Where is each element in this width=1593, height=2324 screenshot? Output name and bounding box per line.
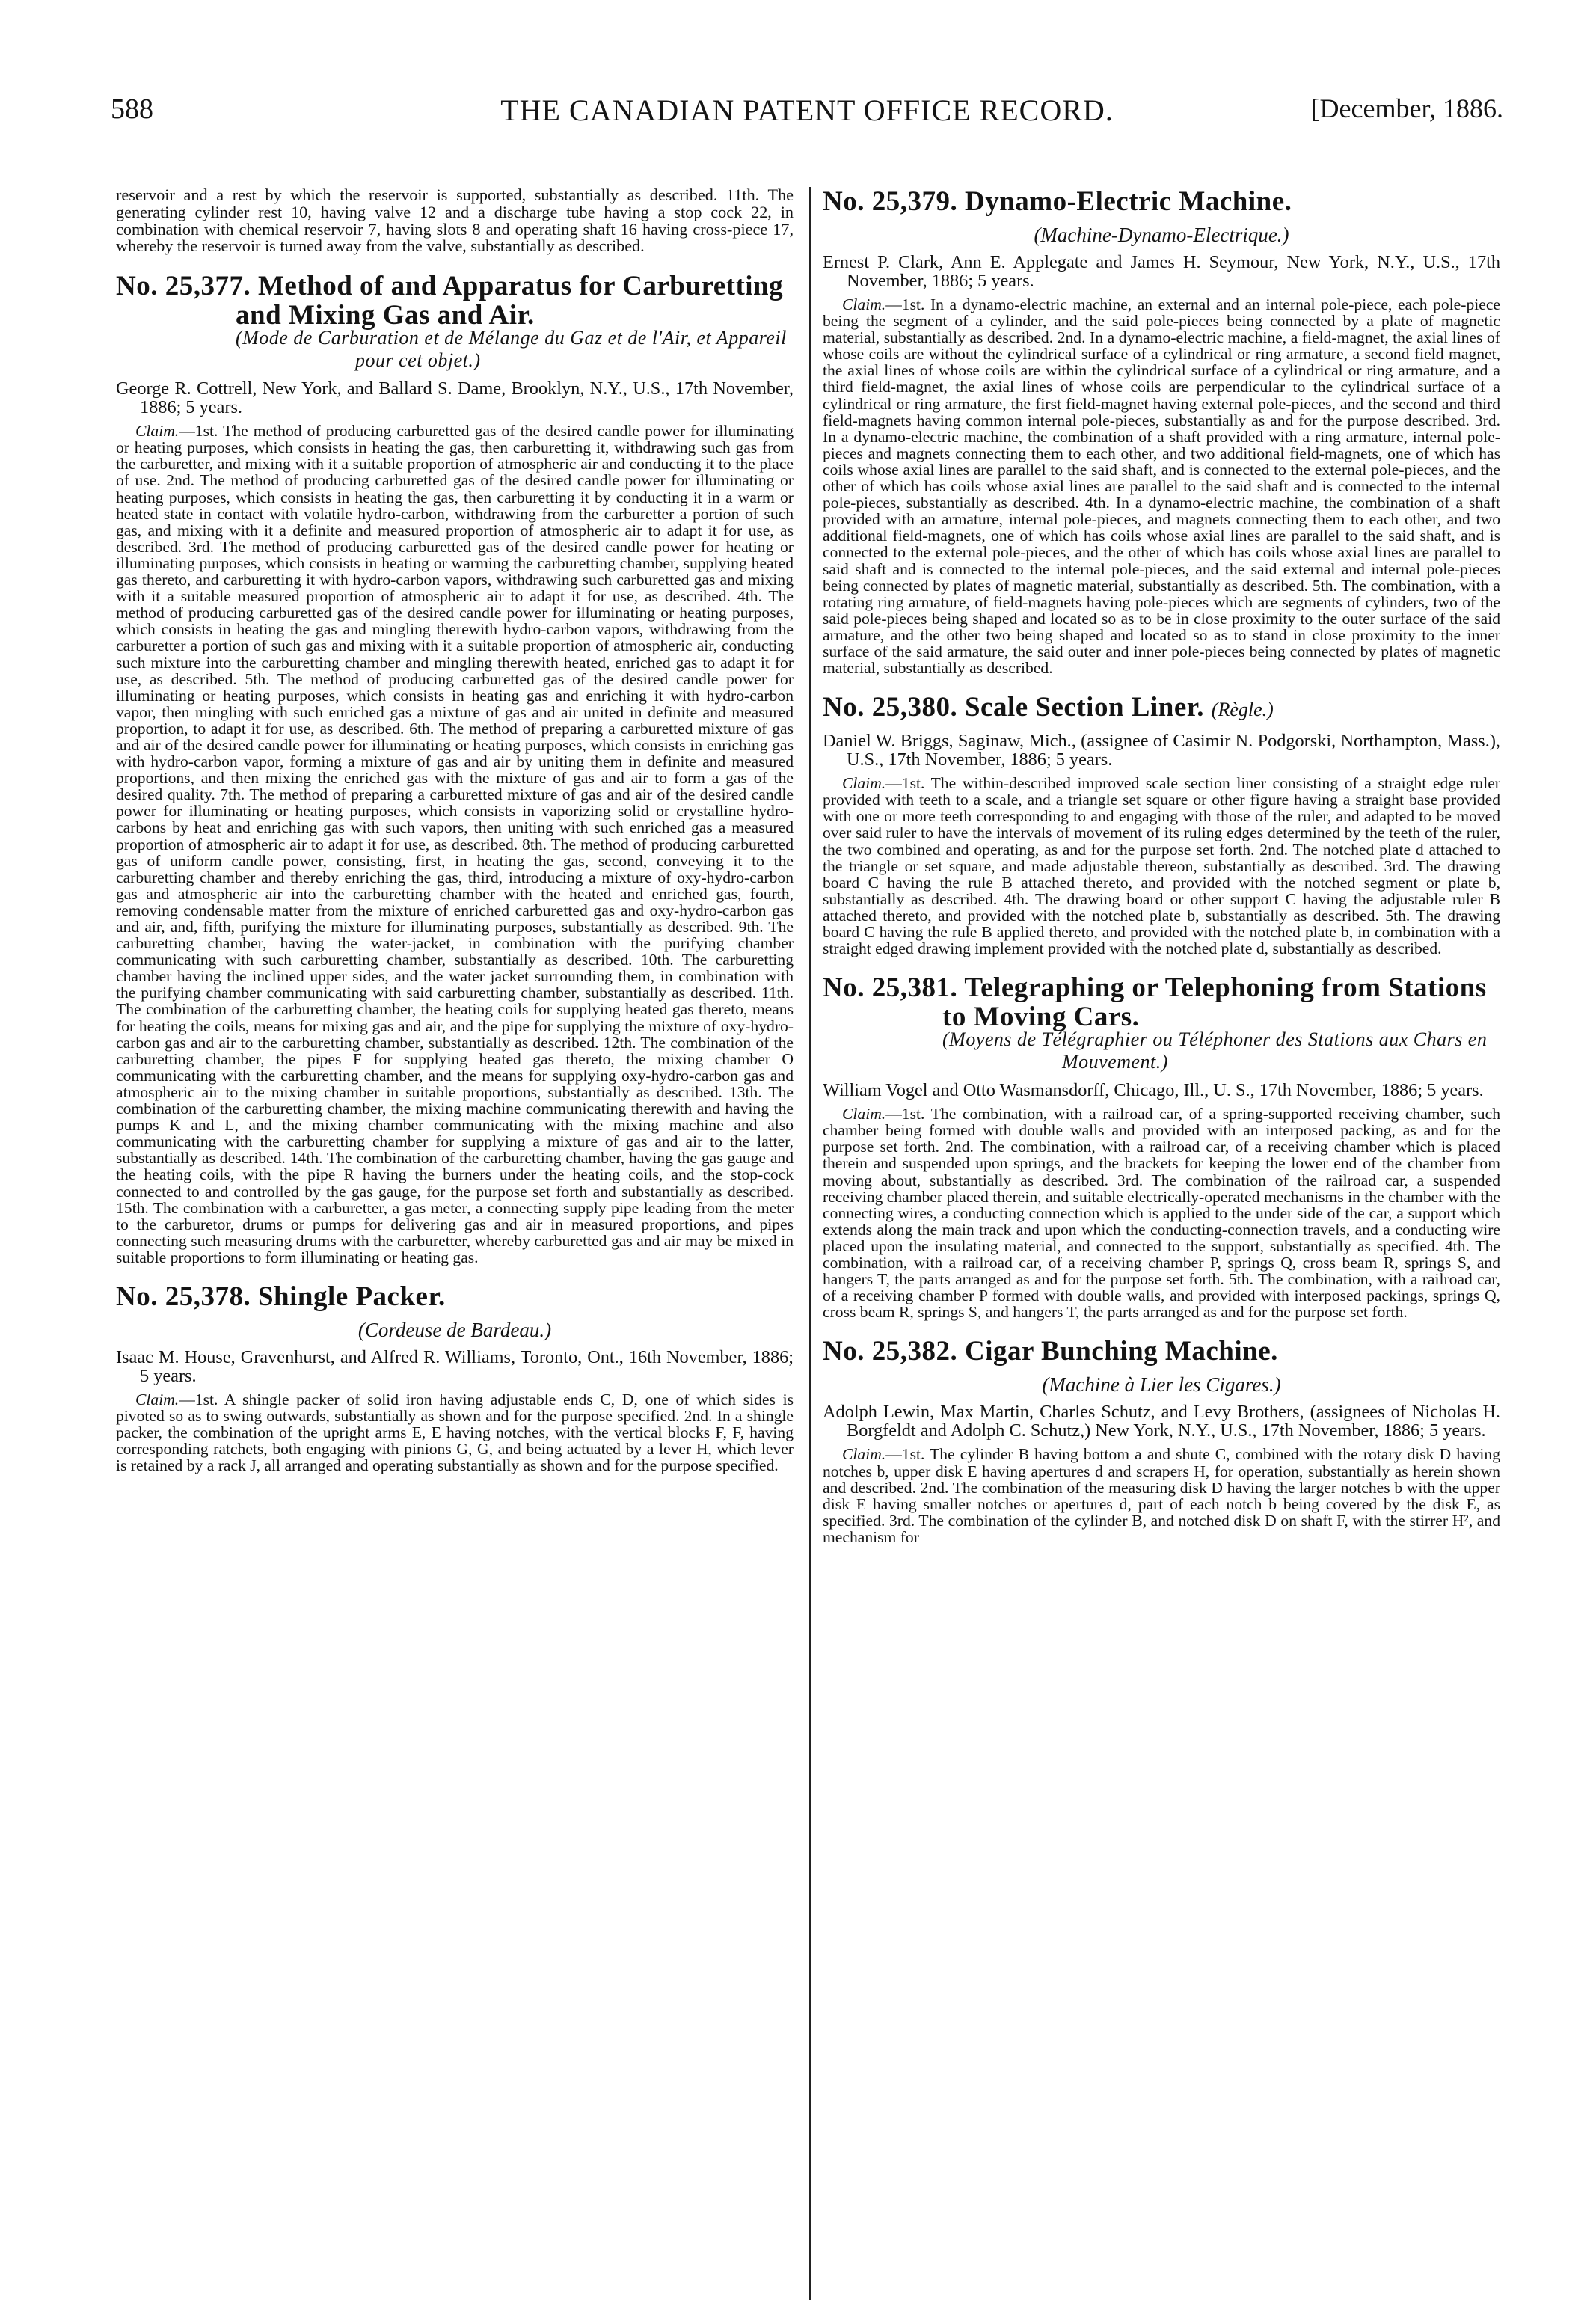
patent-french-title: (Mode de Carburation et de Mélange du Gaz et de l'Air, et Appareil pour cet objet.) (236, 327, 787, 372)
patent-title: Scale Section Liner. (964, 692, 1205, 723)
patent-number: No. 25,380. (823, 692, 958, 723)
patent-inventors: Isaac M. House, Gravenhurst, and Alfred R. Williams, Toronto, Ont., 16th November, 1886; 5 years. (116, 1346, 794, 1386)
patent-french-title: (Règle.) (1211, 699, 1274, 721)
issue-date: [December, 1886. (1310, 93, 1503, 123)
claim-text: —1st. The method of producing carburetted gas of the desired candle power for illuminating or heating purposes, which consists in heating the gas, then carburetting it, withdrawing such gas from the carburetter, and mixing with it a suitable proportion of atmospheric air and conducting it to the place of use. 2nd. The method of producing carburetted gas of the desired candle power for illuminating or heating purposes, which consists in heating the gas, then carburetting it by conducting it in a warm or heated state in contact with volatile hydro-carbon, withdrawing from the carburetter a portion of such gas, and mixing with it a definite and measured proportion of atmospheric air to adapt it for use, as described. 3rd. The method of producing carburetted gas of the desired candle power for heating or illuminating purposes, which consists in heating or warming the carburetting chamber, supplying heated gas thereto, and carburetting it with hydro-carbon vapors, withdrawing such carburetted gas and mixing with it a suitable measured proportion of atmospheric air to adapt it for use, as described. 4th. The method of producing carburetted gas of the desired candle power for illuminating or heating purposes, which consists in heating the gas and mingling therewith hydro-carbon vapors, withdrawing from the carburetter a portion of such gas and mixing with it a suitable proportion of atmospheric air, conducting such mixture into the carburetting chamber and mingling therewith heated, enriched gas to adapt it for use, as described. 5th. The method of producing carburetted gas of the desired candle power for illuminating or heating purposes, which consists in heating gas and enriching it with hydro-carbon vapor, then mingling with such enriched gas a mixture of gas and air united in definite and measured proportion, to adapt it for use, as described. 6th. The method of preparing a carburetted mixture of gas and air of the desired candle power for illuminating or heating purposes, which consists in enriching gas with hydro-carbon vapor, forming a mixture of gas and air by uniting them in definite and measured proportions, and then mixing the enriched gas with the mixture of gas and air to form a gas of the desired quality. 7th. The method of preparing a carburetted mixture of gas and air of the desired candle power for illuminating or heating purposes, which consists in vaporizing solid or crystalline hydro-carbons by heat and enriching gas with such vapors, then uniting with such enriched gas a measured proportion of atmospheric air to adapt it for use, as described. 8th. The method of producing carburetted gas of uniform candle power, consisting, first, in heating the gas, second, conveying it to the carburetting chamber and thereby enriching the gas, third, introducing a mixture of oxy-hydro-carbon gas and atmospheric air into the carburetting chamber with the heated and enriched gas, fourth, removing condensable matter from the mixture of enriched carburetted gas and oxy-hydro-carbon gas and air, and, fifth, purifying the mixture for illuminating purposes, substantially as described. 9th. The carburetting chamber, having the water-jacket, in combination with the purifying chamber communicating with such carburetting chamber, substantially as described. 10th. The carburetting chamber having the inclined upper sides, and the water jacket surrounding them, in combination with the purifying chamber communicating with said carburetting chamber, substantially as described. 11th. The combination of the carburetting chamber, the heating coils for supplying heated gas thereto, means for heating the coils, means for mixing gas and air, and the pipe for supplying the mixture of oxy-hydro-carbon gas and air to the carburetting chamber, substantially as described. 12th. The combination of the carburetting chamber, the pipes F for supplying heated gas thereto, the mixing chamber O communicating with the carburetting chamber, and the means for supplying oxy-hydro-carbon gas and atmospheric air to the mixing chamber in suitable proportions, substantially as described. 13th. The combination of the carburetting chamber, the mixing machine communicating therewith and having the pumps K and L, and the mixing chamber communicating with the mixing machine and also communicating with the carburetting chamber for supplying a mixture of gas and air to the latter, substantially as described. 14th. The combination of the carburetting chamber, having the gas gauge and the heating coils, with the pipe R having the burners under the heating coils, and the stop-cock connected to and controlled by the gas gauge, for the purpose set forth and substantially as described. 15th. The combination with a carburetter, a gas meter, a connecting supply pipe leading from the meter to the carburetor, drums or pumps for delivering gas and air in measured proportions, and pipes connecting such measuring drums with the carburetter, whereby carburetted gas and air may be mixed in suitable proportions to form illuminating or heating gas. (116, 422, 794, 1266)
claim-label: Claim. (842, 295, 886, 313)
claim-text: —1st. The combination, with a railroad car, of a spring-supported receiving chamber, such chamber being formed with double walls and provided with an interposed packing, as and for the purpose set forth. 2nd. The combination, with a railroad car, of a receiving chamber which is placed therein and suspended upon springs, and the brackets for keeping the lower end of the chamber from moving about, substantially as described. 3rd. The combination of the railroad car, a suspended receiving chamber placed therein, and suitable electrically-operated mechanisms in the chamber with the connecting wires, a conducting connection which is applied to the under side of the car, a support which extends along the main track and upon which the conducting-connection travels, and a conducting wire placed upon the insulating material, and connected to the support, substantially as specified. 4th. The combination, with a railroad car, of a receiving chamber P, springs Q, cross beam R, springs S, and hangers T, the parts arranged as and for the purpose set forth. 5th. The combination, with a railroad car, of a receiving chamber P formed with double walls, and provided with interposed packings, springs Q, cross beam R, springs S, and hangers T, the parts arranged as and for the purpose set forth. (823, 1105, 1500, 1322)
patent-25379 (823, 187, 1500, 676)
patent-claims (116, 1391, 794, 1474)
patent-title: Cigar Bunching Machine. (964, 1336, 1278, 1367)
claim-label: Claim. (842, 774, 886, 793)
patent-inventors: Daniel W. Briggs, Saginaw, Mich., (assignee of Casimir N. Podgorski, Northampton, Mass.), U.S., 17th November, 1886; 5 years. (823, 731, 1500, 770)
patent-french-title: (Moyens de Télégraphier ou Téléphoner des Stations aux Chars en Mouvement.) (942, 1028, 1488, 1073)
patent-inventors: George R. Cottrell, New York, and Ballard S. Dame, Brooklyn, N.Y., U.S., 17th November, 1886; 5 years. (116, 378, 794, 418)
patent-25377 (116, 272, 794, 1266)
claim-label: Claim. (842, 1105, 886, 1123)
patent-inventors: Adolph Lewin, Max Martin, Charles Schutz, and Levy Brothers, (assignees of Nicholas H. Borgfeldt and Adolph C. Schutz,) New York, N.Y., U.S., 17th November, 1886; 5 years. (823, 1402, 1500, 1441)
patent-title: Shingle Packer. (257, 1281, 446, 1312)
patent-25380 (823, 693, 1500, 957)
claim-label: Claim. (135, 422, 179, 441)
left-column (116, 187, 794, 2300)
patent-25381 (823, 973, 1500, 1320)
patent-french-title: (Machine-Dynamo-Electrique.) (1034, 224, 1289, 246)
claim-text: —1st. The within-described improved scale section liner consisting of a straight edge ruler provided with teeth to a scale, and a triangle set square or other figure having a straight base provided with one or more teeth corresponding to and engaging with those of the ruler, and adapted to be moved over said ruler to have the intervals of movement of its ruling edges determined by the teeth of the ruler, the two combined and operating, as and for the purpose set forth. 2nd. The notched plate d attached to the triangle or set square, and made adjustable thereon, substantially as described. 3rd. The drawing board C having the rule B attached thereto, and provided with the notched segment or plate b, substantially as described. 4th. The drawing board or other support C having the adjustable ruler B attached thereto, and provided with the notched plate b, substantially as described. 5th. The drawing board C having the rule B applied thereto, and provided with the notched plate b, in combination with a straight edged drawing implement provided with the notched plate d, substantially as described. (823, 774, 1500, 958)
patent-french-title: (Cordeuse de Bardeau.) (357, 1318, 552, 1341)
patent-claims (823, 1446, 1500, 1545)
right-column (823, 187, 1500, 2300)
patent-number: No. 25,378. (116, 1281, 251, 1312)
page-number: 588 (111, 93, 153, 125)
patent-heading (823, 187, 1500, 216)
patent-title: Telegraphing or Telephoning from Stations to Moving Cars. (942, 972, 1487, 1033)
patent-claims (823, 775, 1500, 957)
patent-inventors: William Vogel and Otto Wasmansdorff, Chicago, Ill., U. S., 17th November, 1886; 5 years. (823, 1080, 1484, 1101)
journal-title: THE CANADIAN PATENT OFFICE RECORD. (500, 93, 1114, 127)
patent-heading (116, 272, 794, 372)
page-header (111, 93, 1503, 135)
patent-title: Method of and Apparatus for Carburetting and Mixing Gas and Air. (236, 271, 784, 331)
patent-french-title: (Machine à Lier les Cigares.) (1042, 1373, 1281, 1396)
patent-heading (823, 1337, 1500, 1366)
patent-claims (823, 1106, 1500, 1320)
patent-number: No. 25,381. (823, 972, 958, 1004)
patent-25378 (116, 1282, 794, 1474)
patent-number: No. 25,382. (823, 1336, 958, 1367)
column-divider (809, 187, 811, 2300)
patent-claims (116, 423, 794, 1266)
patent-heading (823, 973, 1500, 1073)
claim-text: —1st. A shingle packer of solid iron having adjustable ends C, D, one of which sides is pivoted so as to swing outwards, substantially as shown and for the purpose specified. 2nd. In a shingle packer, the combination of the upright arms E, E having notches, with the vertical blocks F, F, having corresponding ratchets, both engaging with pinions G, G, and being actuated by a lever H, which lever is retained by a rack J, all arranged and operating substantially as shown and for the purpose specified. (116, 1390, 794, 1475)
patent-title: Dynamo-Electric Machine. (964, 187, 1292, 217)
patent-inventors: Ernest P. Clark, Ann E. Applegate and James H. Seymour, New York, N.Y., U.S., 17th November, 1886; 5 years. (823, 252, 1500, 291)
patent-number: No. 25,379. (823, 187, 958, 217)
patent-25382 (823, 1337, 1500, 1545)
claim-label: Claim. (135, 1390, 179, 1408)
patent-heading (823, 693, 1500, 724)
claim-text: —1st. In a dynamo-electric machine, an external and an internal pole-piece, each pole-piece being the segment of a cylinder, and the said pole-pieces being connected by a plate of magnetic material, substantially as described. 2nd. In a dynamo-electric machine, a field-magnet, the axial lines of whose coils are without the cylindrical surface of a cylindrical or ring armature, a second field magnet, the axial lines of whose coils are within the cylindrical surface of a cylindrical or ring armature, and a third field-magnet, the axial lines of whose coils are perpendicular to the cylindrical surface of a cylindrical or ring armature, the first field-magnet having external pole-pieces, and the second and third field-magnets having common internal pole-pieces, substantially as and for the purpose described. 3rd. In a dynamo-electric machine, the combination of a shaft provided with a ring armature, internal pole-pieces and magnets connecting them to each other, and two additional field-magnets, one of which has coils whose axial lines are parallel to the said shaft, and is connected to the external pole-pieces, and the other of which has coils whose axial lines are parallel to the said shaft and is connected to the internal pole-pieces, substantially as described. 4th. In a dynamo-electric machine, the combination of a shaft provided with an armature, internal pole-pieces, and magnets connecting them to each other, and two additional field-magnets, one of which has coils whose axial lines are parallel to the said shaft, and is connected to the external pole-pieces, and the other of which has coils whose axial lines are parallel to said shaft and is connected to the internal pole-pieces, and the said external and internal pole-pieces being connected by plates of magnetic material, substantially as described. 5th. The combination, with a rotating ring armature, of field-magnets having pole-pieces which are segments of cylinders, two of the said pole-pieces being shaped and located so as to be in close proximity to the outer surface of the said armature, and the other two being shaped and located so as to stand in close proximity to the inner surface of the said armature, the said outer and inner pole-pieces being connected by plates of magnetic material, substantially as described. (823, 295, 1500, 678)
claim-text: —1st. The cylinder B having bottom a and shute C, combined with the rotary disk D having notches b, upper disk E having apertures d and scrapers H, for operation, substantially as herein shown and described. 2nd. The combination of the measuring disk D having the larger notches b with the upper disk E having smaller notches or apertures d, part of each notch b being covered by the disk E, as specified. 3rd. The combination of the cylinder B, and notched disk D on shaft F, with the stirrer H², and mechanism for (823, 1445, 1500, 1546)
patent-number: No. 25,377. (116, 271, 251, 302)
continued-claim-text: reservoir and a rest by which the reservoir is supported, substantially as described. 11th. The generating cylinder rest 10, having valve 12 and a discharge tube having a stop cock 22, in combination with chemical reservoir 7, having slots 8 and operating shaft 16 having cross-piece 17, whereby the reservoir is turned away from the valve, substantially as described. (116, 187, 794, 256)
patent-claims (823, 296, 1500, 676)
claim-label: Claim. (842, 1445, 886, 1464)
patent-heading (116, 1282, 794, 1311)
